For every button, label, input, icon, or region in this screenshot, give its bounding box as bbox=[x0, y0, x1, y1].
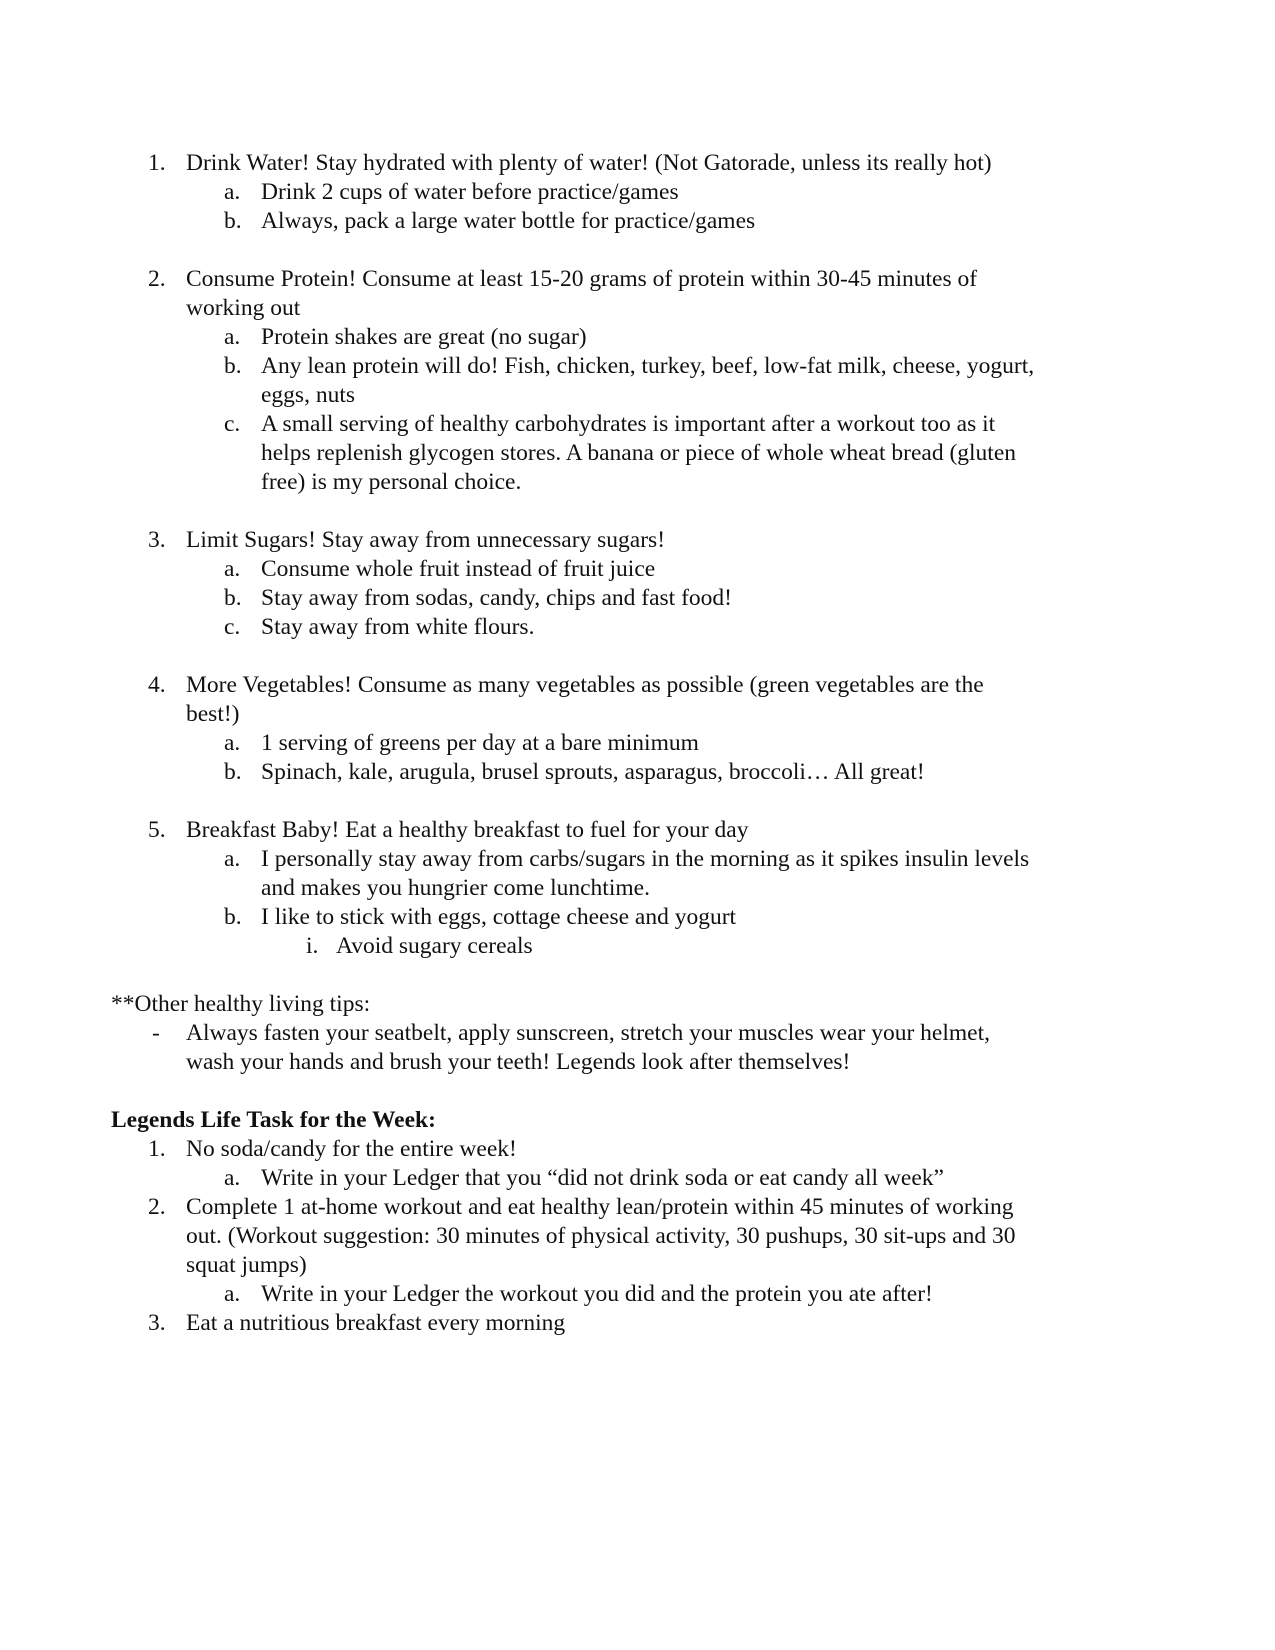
sub-item-text: Stay away from white flours. bbox=[261, 614, 535, 640]
sub-item-text: Always, pack a large water bottle for practice/games bbox=[261, 208, 756, 234]
sub-item-text: Stay away from sodas, candy, chips and fast food! bbox=[261, 585, 732, 611]
sub-sub-marker: i. bbox=[306, 933, 319, 959]
tip-text: Drink Water! Stay hydrated with plenty of water! (Not Gatorade, unless its really hot) bbox=[186, 150, 992, 176]
list-number: 2. bbox=[148, 1194, 166, 1220]
list-number: 3. bbox=[148, 527, 166, 553]
tip-text: Limit Sugars! Stay away from unnecessary sugars! bbox=[186, 527, 666, 553]
sub-item-text: Drink 2 cups of water before practice/games bbox=[261, 179, 679, 205]
tip-text: Consume Protein! Consume at least 15-20 grams of protein within 30-45 minutes of bbox=[186, 266, 978, 292]
task-text: Complete 1 at-home workout and eat healthy lean/protein within 45 minutes of working bbox=[186, 1194, 1014, 1220]
life-task-heading: Legends Life Task for the Week: bbox=[111, 1107, 436, 1133]
sub-marker: a. bbox=[224, 324, 241, 350]
sub-marker: c. bbox=[224, 614, 241, 640]
sub-item-text: Protein shakes are great (no sugar) bbox=[261, 324, 587, 350]
tip-text: best!) bbox=[186, 701, 240, 727]
list-number: 5. bbox=[148, 817, 166, 843]
tip-text: Breakfast Baby! Eat a healthy breakfast to fuel for your day bbox=[186, 817, 749, 843]
task-text: squat jumps) bbox=[186, 1252, 307, 1278]
sub-item-text: 1 serving of greens per day at a bare minimum bbox=[261, 730, 699, 756]
tip-text: More Vegetables! Consume as many vegetables as possible (green vegetables are the bbox=[186, 672, 984, 698]
list-number: 3. bbox=[148, 1310, 166, 1336]
sub-item-text: I like to stick with eggs, cottage cheese and yogurt bbox=[261, 904, 737, 930]
sub-marker: a. bbox=[224, 179, 241, 205]
sub-item-text: Any lean protein will do! Fish, chicken, turkey, beef, low-fat milk, cheese, yogurt, bbox=[261, 353, 1035, 379]
list-number: 2. bbox=[148, 266, 166, 292]
sub-item-text: A small serving of healthy carbohydrates is important after a workout too as it bbox=[261, 411, 996, 437]
sub-sub-item-text: Avoid sugary cereals bbox=[336, 933, 533, 959]
sub-item-text: free) is my personal choice. bbox=[261, 469, 522, 495]
sub-item-text: Write in your Ledger that you “did not drink soda or eat candy all week” bbox=[261, 1165, 944, 1191]
task-text: out. (Workout suggestion: 30 minutes of physical activity, 30 pushups, 30 sit-ups and 30 bbox=[186, 1223, 1016, 1249]
sub-marker: a. bbox=[224, 556, 241, 582]
tip-text: working out bbox=[186, 295, 301, 321]
sub-item-text: and makes you hungrier come lunchtime. bbox=[261, 875, 650, 901]
sub-item-text: Spinach, kale, arugula, brusel sprouts, asparagus, broccoli… All great! bbox=[261, 759, 925, 785]
bullet-dash: - bbox=[152, 1020, 160, 1046]
sub-marker: b. bbox=[224, 208, 242, 234]
task-text: Eat a nutritious breakfast every morning bbox=[186, 1310, 566, 1336]
sub-marker: b. bbox=[224, 353, 242, 379]
other-tips-text: wash your hands and brush your teeth! Legends look after themselves! bbox=[186, 1049, 851, 1075]
list-number: 1. bbox=[148, 1136, 166, 1162]
sub-item-text: helps replenish glycogen stores. A banana or piece of whole wheat bread (gluten bbox=[261, 440, 1017, 466]
sub-marker: a. bbox=[224, 1281, 241, 1307]
other-tips-heading: **Other healthy living tips: bbox=[111, 991, 371, 1017]
sub-item-text: eggs, nuts bbox=[261, 382, 355, 408]
sub-marker: a. bbox=[224, 1165, 241, 1191]
sub-item-text: Write in your Ledger the workout you did and the protein you ate after! bbox=[261, 1281, 933, 1307]
sub-marker: c. bbox=[224, 411, 241, 437]
sub-item-text: Consume whole fruit instead of fruit juice bbox=[261, 556, 656, 582]
sub-marker: b. bbox=[224, 904, 242, 930]
other-tips-text: Always fasten your seatbelt, apply sunscreen, stretch your muscles wear your helmet, bbox=[186, 1020, 990, 1046]
task-text: No soda/candy for the entire week! bbox=[186, 1136, 517, 1162]
sub-marker: a. bbox=[224, 730, 241, 756]
sub-marker: b. bbox=[224, 759, 242, 785]
list-number: 1. bbox=[148, 150, 166, 176]
sub-marker: a. bbox=[224, 846, 241, 872]
sub-marker: b. bbox=[224, 585, 242, 611]
sub-item-text: I personally stay away from carbs/sugars in the morning as it spikes insulin levels bbox=[261, 846, 1030, 872]
list-number: 4. bbox=[148, 672, 166, 698]
